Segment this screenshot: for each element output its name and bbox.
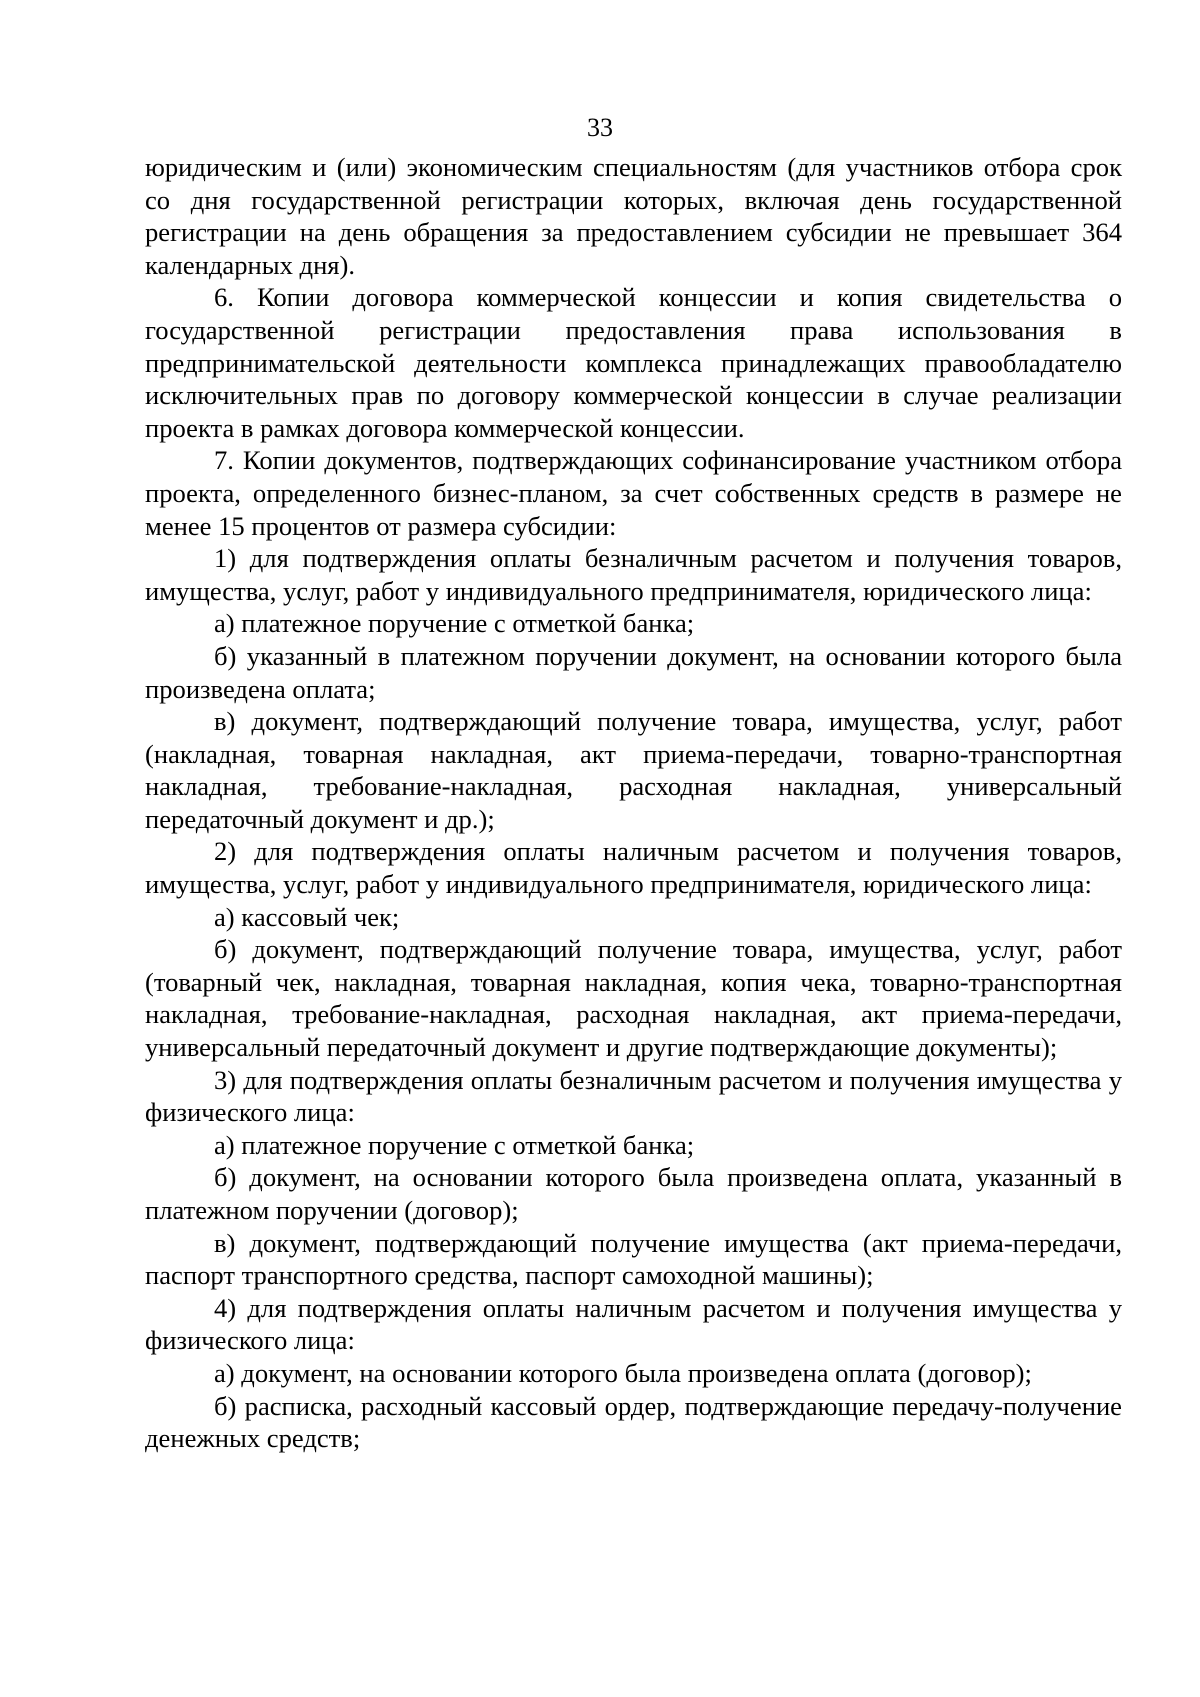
subitem-4-b: б) расписка, расходный кассовый ордер, подтверждающие передачу-получение денежных средств; (145, 1390, 1122, 1454)
subitem-1: 1) для подтверждения оплаты безналичным расчетом и получения товаров, имущества, услуг, работ у индивидуального предпринимателя, юридического лица: (145, 543, 1122, 606)
paragraph-item-6: 6. Копии договора коммерческой концессии и копия свидетельства о государственной регистрации предоставления права использования в предпринимательской деятельности комплекса принадлежащих правообладателю исключительных прав по договору коммерческой концессии в случае реализации проекта в рамках договора коммерческой концессии. (145, 282, 1122, 443)
paragraph-continuation: юридическим и (или) экономическим специальностям (для участников отбора срок со дня государственной регистрации которых, включая день государственной регистрации на день обращения за предоставлением субсидии не превышает 364 календарных дня). (145, 152, 1122, 280)
subitem-2-b: б) документ, подтверждающий получение товара, имущества, услуг, работ (товарный чек, накладная, товарная накладная, копия чека, товарно-транспортная накладная, требование-накладная, расходная накладная, акт приема-передачи, универсальный передаточный документ и другие подтверждающие документы); (145, 934, 1122, 1063)
document-body (145, 151, 1122, 1455)
subitem-1-v: в) документ, подтверждающий получение товара, имущества, услуг, работ (накладная, товарная накладная, акт приема-передачи, товарно-транспортная накладная, требование-накладная, расходная накладная, универсальный передаточный документ и др.); (145, 706, 1122, 834)
subitem-3-a: а) платежное поручение с отметкой банка; (214, 1129, 695, 1160)
subitem-4-a: а) документ, на основании которого была произведена оплата (договор); (214, 1357, 1032, 1388)
subitem-3-b: б) документ, на основании которого была произведена оплата, указанный в платежном поручении (договор); (145, 1162, 1122, 1225)
subitem-1-a: а) платежное поручение с отметкой банка; (214, 608, 695, 639)
subitem-4: 4) для подтверждения оплаты наличным расчетом и получения имущества у физического лица: (145, 1292, 1122, 1356)
subitem-3: 3) для подтверждения оплаты безналичным расчетом и получения имущества у физического лица: (145, 1064, 1122, 1128)
subitem-1-b: б) указанный в платежном поручении документ, на основании которого была произведена оплата; (145, 640, 1122, 704)
subitem-3-v: в) документ, подтверждающий получение имущества (акт приема-передачи, паспорт транспортного средства, паспорт самоходной машины); (145, 1227, 1122, 1291)
page-number: 33 (587, 113, 613, 142)
paragraph-item-7: 7. Копии документов, подтверждающих софинансирование участником отбора проекта, определенного бизнес-планом, за счет собственных средств в размере не менее 15 процентов от размера субсидии: (145, 445, 1122, 541)
subitem-2-a: а) кассовый чек; (214, 901, 400, 932)
subitem-2: 2) для подтверждения оплаты наличным расчетом и получения товаров, имущества, услуг, работ у индивидуального предпринимателя, юридического лица: (145, 836, 1122, 900)
